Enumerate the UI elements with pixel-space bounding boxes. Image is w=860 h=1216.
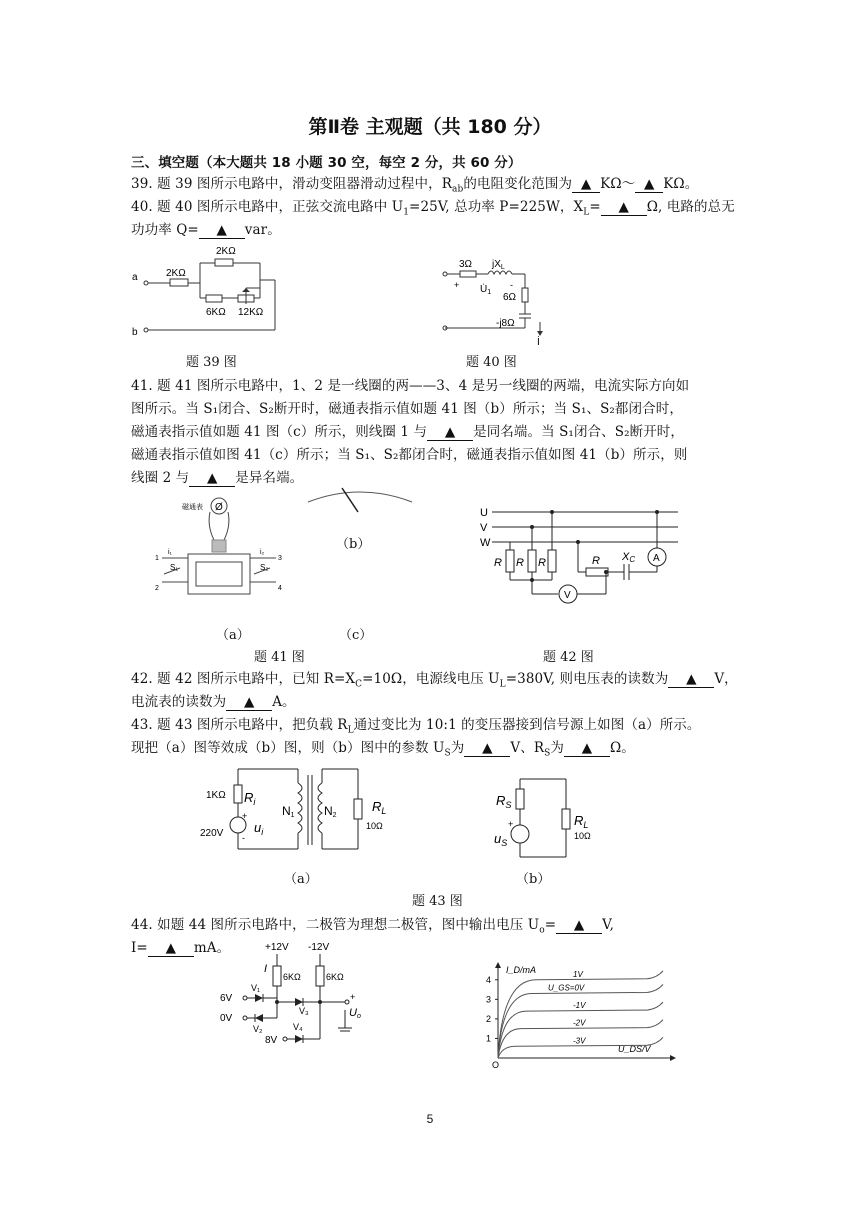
phase-w-label: W [480,537,491,549]
plus-sign: + [454,280,460,290]
answer-blank[interactable]: ▲ [668,671,714,688]
resistor-label: 6KΩ [283,972,301,982]
y-tick-label: 1 [486,1033,492,1044]
resistor-label: 12KΩ [238,307,264,318]
question-41-line1: 41. 题 41 图所示电路中，1、2 是一线圈的两——3、4 是另一线圈的两端，电流实际方向如 [131,378,690,394]
resistor-value: 1KΩ [206,790,226,801]
answer-blank[interactable]: ▲ [601,199,647,216]
figure-44-circuit [215,938,375,1063]
answer-blank[interactable]: ▲ [556,917,602,934]
load-value: 10Ω [574,831,591,841]
minus-sign: - [510,280,513,290]
input-label: 0V [220,1013,233,1024]
diode-label: V₃ [299,1006,309,1016]
y-tick-label: 2 [486,1013,492,1024]
terminal-label: 1 [155,555,159,562]
resistor-label: $R_i$ [244,790,256,807]
page-title: 第Ⅱ卷 主观题（共 180 分） [308,116,552,138]
voltage-label: $U̇_1$ [480,284,492,296]
section-heading: 三、填空题（本大题共 18 小题 30 空，每空 2 分，共 60 分） [131,155,522,171]
diode-label: V₁ [251,983,261,993]
figure-41b-label: （b） [336,537,371,552]
y-axis-label: I_D/mA [506,965,537,975]
resistor-label: $R_S$ [496,793,512,810]
terminal-label: 2 [155,585,159,592]
answer-blank[interactable]: ▲ [148,940,194,957]
y-tick-label: 4 [486,974,492,985]
current-label: i₁ [168,549,172,556]
question-42-line1: 42. 题 42 图所示电路中，已知 $R=X_C=10\Omega$，电源线电压 $U_L=380V$, 则电压表的读数为 ▲ V， [131,671,738,690]
capacitor-label: XC [622,551,636,564]
question-44-line1: 44. 如题 44 图所示电路中，二极管为理想二极管，图中输出电压 $U_o=$ ▲ V, [131,917,615,936]
answer-blank[interactable]: ▲ [189,470,235,487]
question-42-line2: 电流表的读数为 ▲ A。 [131,694,296,710]
series-label: U_GS=0V [548,983,585,993]
question-41-line2: 图所示。当 S₁闭合、S₂断开时，磁通表指示值如题 41 图（b）所示；当 S₁、S₂都闭合时， [131,401,683,417]
figure-43b-label: （b） [516,872,551,887]
figure-41a-label: （a） [216,628,250,643]
question-40-line2: 功功率 Q= ▲ var。 [131,222,281,238]
page-number: 5 [426,1112,434,1126]
resistor-label: R [538,557,546,569]
x-axis-label: U_DS/V [618,1044,651,1054]
series-label: 1V [573,969,583,979]
load-label: $R_L$ [372,799,387,816]
phase-u-label: U [480,507,488,519]
primary-winding-label: N1 [282,804,295,819]
source-label: $u_i$ [254,820,264,837]
input-label: 6V [220,993,233,1004]
figure-41a-apparatus [150,492,290,607]
figure-43a-label: （a） [284,872,318,887]
answer-blank[interactable]: ▲ [635,176,663,193]
question-40-line1: 40. 题 40 图所示电路中，正弦交流电路中 $U_1=25V$, 总功率 P=225W，$X_L=$ ▲ Ω, 电路的总无 [131,199,735,218]
question-41-line3: 磁通表指示值如题 41 图（c）所示，则线圈 1 与 ▲ 是同名端。当 S₁闭合、S₂断开时， [131,424,685,440]
minus-sign: - [242,833,245,843]
series-label: -1V [573,1001,586,1011]
figure-41b-meter [300,480,420,520]
answer-blank[interactable]: ▲ [226,694,272,711]
node-b-label: b [132,327,138,338]
load-label: $R_L$ [574,813,589,830]
figure-39-caption: 题 39 图 [186,355,237,370]
figure-39-circuit [130,240,290,345]
source-value: 220V [200,828,224,839]
figure-40-circuit [440,252,560,347]
jfet-characteristic-chart [478,962,678,1070]
current-label: i₂ [260,549,265,556]
figure-41-caption: 题 41 图 [254,650,305,665]
figure-42-circuit [478,504,688,609]
phase-v-label: V [480,522,488,534]
question-43-line1: 43. 题 43 图所示电路中，把负载 $R_L$通过变比为 10:1 的变压器接到信号源上如图（a）所示。 [131,717,701,736]
resistor-label: R [516,557,524,569]
answer-blank[interactable]: ▲ [427,424,473,441]
current-label: İ [537,337,540,347]
resistor-label: 6KΩ [206,307,226,318]
diode-label: V₄ [293,1022,303,1032]
flux-meter-label: 磁通表 [182,504,203,511]
voltmeter-label: V [564,590,571,601]
question-39: 39. 题 39 图所示电路中，滑动变阻器滑动过程中，$R_{ab}$的电阻变化范围为 ▲ KΩ～ ▲ KΩ。 [131,176,699,195]
question-44-line2: I= ▲ mA。 [131,940,231,956]
terminal-label: 3 [278,555,282,562]
resistor-label: R [592,555,600,567]
diode-label: V₂ [253,1024,263,1034]
question-41-line4: 磁通表指示值如图 41（c）所示；当 S₁、S₂都闭合时，磁通表指示值如图 41（b）所示，则 [131,447,688,463]
current-label: I [264,963,268,975]
source-label: $u_S$ [494,831,508,848]
inductor-label: $jX_L$ [492,259,505,271]
switch-label: S₂ [260,563,269,572]
flux-meter-symbol: Ø [215,502,223,513]
supply-label: -12V [308,942,330,953]
resistor-label: 2KΩ [166,268,186,279]
terminal-label: 4 [278,585,282,592]
resistor-label: R [494,557,502,569]
plus-sign: + [242,811,248,821]
series-label: -2V [573,1018,586,1028]
answer-blank[interactable]: ▲ [464,740,510,757]
plus-sign: + [350,992,356,1002]
question-43-line2: 现把（a）图等效成（b）图，则（b）图中的参数 $U_S$为 ▲ V、$R_S$为 ▲ Ω。 [131,740,635,759]
figure-43a-circuit [198,763,408,858]
figure-42-caption: 题 42 图 [543,650,594,665]
resistor-label: 3Ω [459,259,473,270]
resistor-label: 2KΩ [216,246,236,257]
answer-blank[interactable]: ▲ [572,176,600,193]
figure-43b-circuit [490,773,610,863]
supply-label: +12V [265,942,289,953]
load-value: 10Ω [366,821,383,831]
figure-43-caption: 题 43 图 [412,894,463,909]
resistor-label: 6KΩ [326,972,344,982]
figure-40-caption: 题 40 图 [466,355,517,370]
figure-41c-label: （c） [339,628,373,643]
answer-blank[interactable]: ▲ [199,222,245,239]
resistor-label: 6Ω [503,292,517,303]
output-label: Uo [349,1007,361,1020]
plus-sign: + [508,819,514,829]
question-41-line5: 线圈 2 与 ▲ 是异名端。 [131,470,304,486]
y-tick-label: 3 [486,994,492,1005]
origin-label: O [492,1060,500,1070]
answer-blank[interactable]: ▲ [564,740,610,757]
switch-label: S₁ [170,563,179,572]
series-label: -3V [573,1036,586,1046]
secondary-winding-label: N2 [324,804,337,819]
node-a-label: a [132,272,138,283]
capacitor-label: -j8Ω [496,318,515,329]
input-label: 8V [265,1035,278,1046]
ammeter-label: A [653,553,660,564]
